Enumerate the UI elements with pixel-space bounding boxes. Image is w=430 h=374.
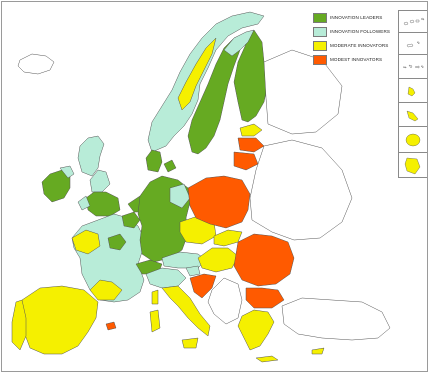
region-denmark <box>146 150 162 172</box>
region-crete <box>256 356 278 362</box>
region-denmark-islands <box>164 160 176 172</box>
region-greece <box>238 310 274 350</box>
legend-label-followers: INNOVATION FOLLOWERS <box>330 29 391 34</box>
region-romania <box>234 234 294 286</box>
region-portugal <box>12 300 26 350</box>
region-iceland <box>18 54 54 74</box>
inset-canary <box>399 11 427 33</box>
region-scotland <box>78 136 104 176</box>
region-slovenia <box>186 266 200 276</box>
inset-martinique <box>399 103 427 127</box>
inset-guiana <box>399 153 427 177</box>
region-latvia <box>238 138 264 152</box>
region-spain <box>18 286 98 354</box>
region-cyprus <box>312 348 324 354</box>
region-estonia <box>240 124 262 136</box>
legend-item-moderate <box>313 39 395 52</box>
region-turkey-nodata <box>282 298 390 340</box>
region-sicily <box>182 338 198 348</box>
region-east-nodata <box>250 140 352 240</box>
inset-guadeloupe <box>399 79 427 103</box>
legend <box>313 11 395 67</box>
legend-item-leaders <box>313 11 395 24</box>
region-balearic <box>106 322 116 330</box>
legend-label-moderate: MODERATE INNOVATORS <box>330 43 389 48</box>
legend-swatch-modest <box>313 55 327 65</box>
map-frame <box>1 1 428 372</box>
legend-item-modest <box>313 53 395 66</box>
region-england-south <box>86 192 120 216</box>
legend-label-leaders: INNOVATION LEADERS <box>330 15 383 20</box>
legend-item-followers <box>313 25 395 38</box>
region-hungary <box>198 248 238 272</box>
region-bulgaria <box>246 288 284 308</box>
inset-reunion <box>399 127 427 153</box>
region-lithuania <box>234 152 258 170</box>
legend-label-modest: MODEST INNOVATORS <box>330 57 383 62</box>
inset-madeira <box>399 33 427 55</box>
legend-swatch-followers <box>313 27 327 37</box>
outermost-regions-insets <box>398 10 428 178</box>
region-corsica <box>152 290 158 304</box>
legend-swatch-leaders <box>313 13 327 23</box>
inset-azores <box>399 55 427 79</box>
region-sardinia <box>150 310 160 332</box>
legend-swatch-moderate <box>313 41 327 51</box>
